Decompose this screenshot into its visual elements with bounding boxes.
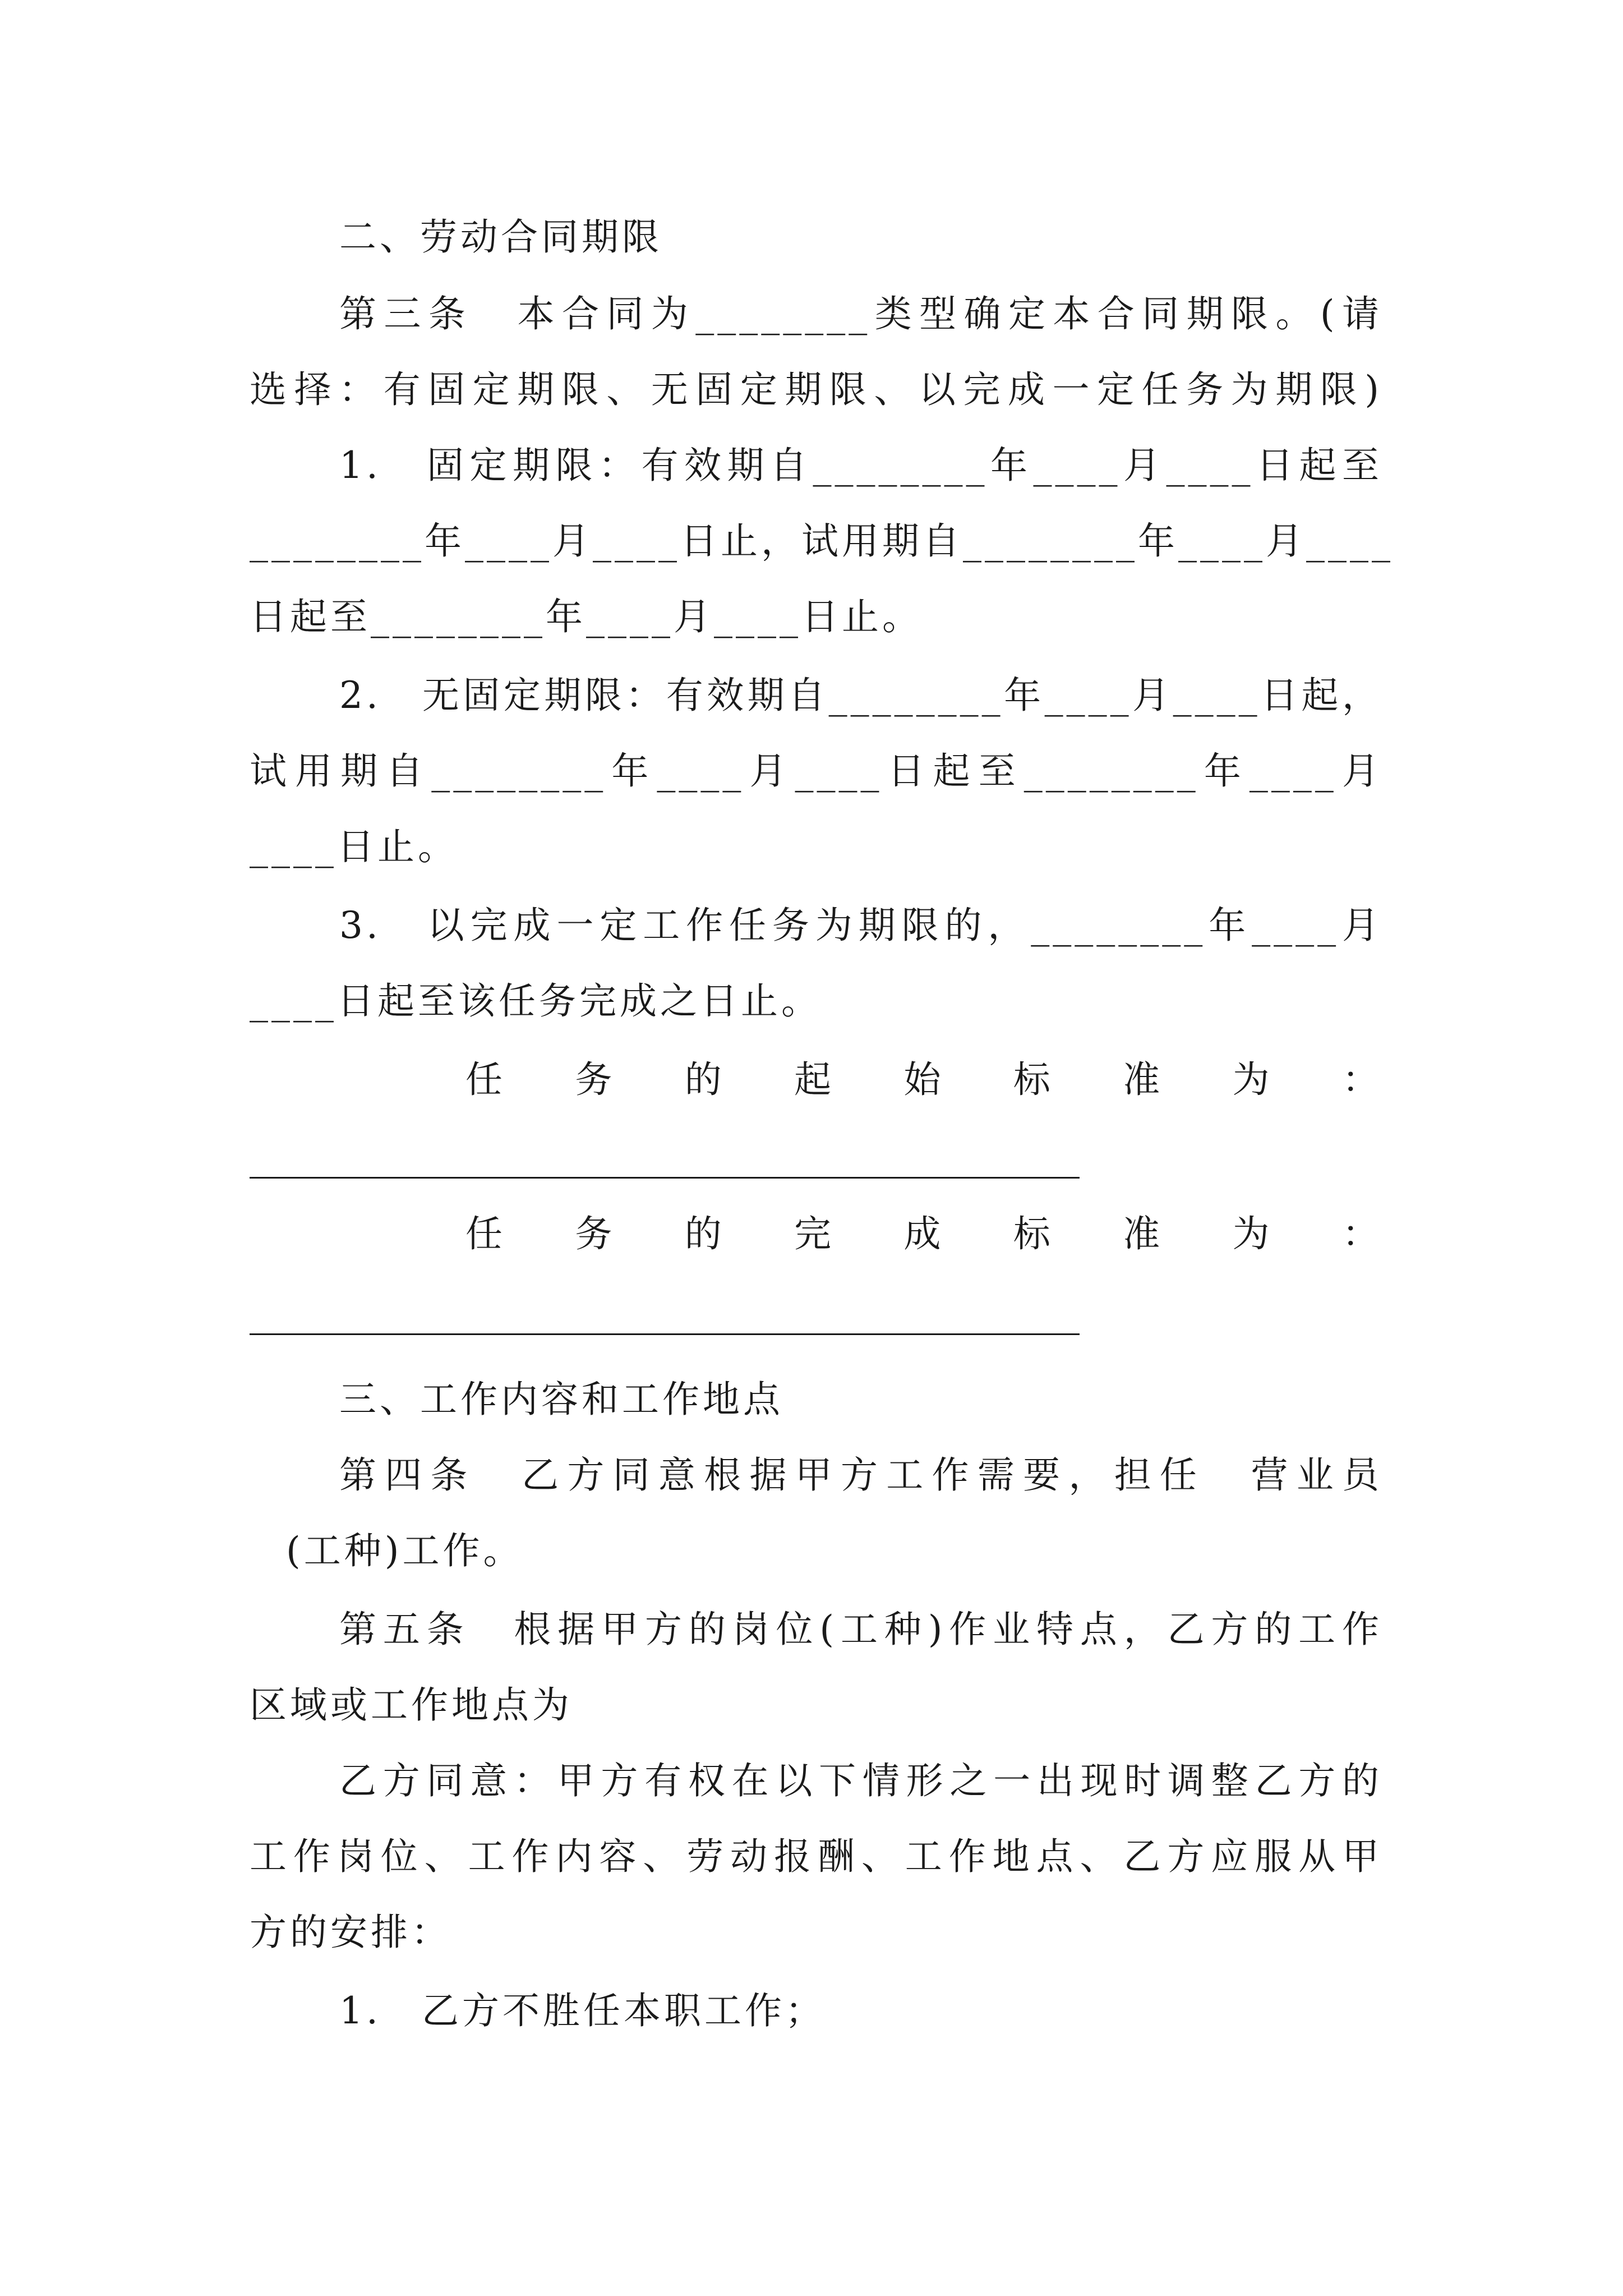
task-completion-standard-label: 任 务 的 完 成 标 准 为 ： (465, 1212, 1382, 1255)
fixed-term-line-3: 日起至________年____月____日止。 (250, 595, 923, 638)
task-start-standard-label: 任 务 的 起 始 标 准 为 ： (465, 1058, 1382, 1101)
article-4-line-2: (工种)工作。 (286, 1529, 524, 1572)
adjustment-line-2: 工作岗位、工作内容、劳动报酬、工作地点、乙方应服从甲 (250, 1835, 1382, 1878)
article-4-line-1: 第四条 乙方同意根据甲方工作需要，担任 营业员 (339, 1453, 1382, 1497)
task-term-line-2: ____日起至该任务完成之日止。 (250, 979, 822, 1023)
article-5-line-2: 区域或工作地点为 (250, 1683, 573, 1727)
adjustment-line-1: 乙方同意：甲方有权在以下情形之一出现时调整乙方的 (339, 1759, 1382, 1802)
article-3-line-2: 选择：有固定期限、无固定期限、以完成一定任务为期限) (250, 368, 1382, 411)
section-heading-contract-term: 二、劳动合同期限 (339, 215, 662, 259)
article-3-line-1: 第三条 本合同为________类型确定本合同期限。(请 (339, 292, 1382, 335)
open-term-line-3: ____日止。 (250, 825, 458, 868)
article-5-line-1: 第五条 根据甲方的岗位(工种)作业特点，乙方的工作 (339, 1608, 1382, 1651)
adjustment-item-1: 1. 乙方不胜任本职工作； (339, 1989, 826, 2032)
open-term-line-2: 试用期自________年____月____日起至________年____月 (250, 749, 1382, 793)
task-term-line-1: 3. 以完成一定工作任务为期限的，________年____月 (339, 904, 1382, 947)
fixed-term-line-2: ________年____月____日止，试用期自________年____月____ (250, 519, 1394, 563)
task-completion-standard-blank (250, 1333, 1080, 1335)
task-start-standard-blank (250, 1177, 1080, 1179)
open-term-line-1: 2. 无固定期限：有效期自________年____月____日起， (339, 674, 1382, 717)
fixed-term-line-1: 1. 固定期限：有效期自________年____月____日起至 (339, 444, 1382, 487)
adjustment-line-3: 方的安排： (250, 1911, 451, 1954)
section-heading-work-content: 三、工作内容和工作地点 (339, 1378, 783, 1421)
